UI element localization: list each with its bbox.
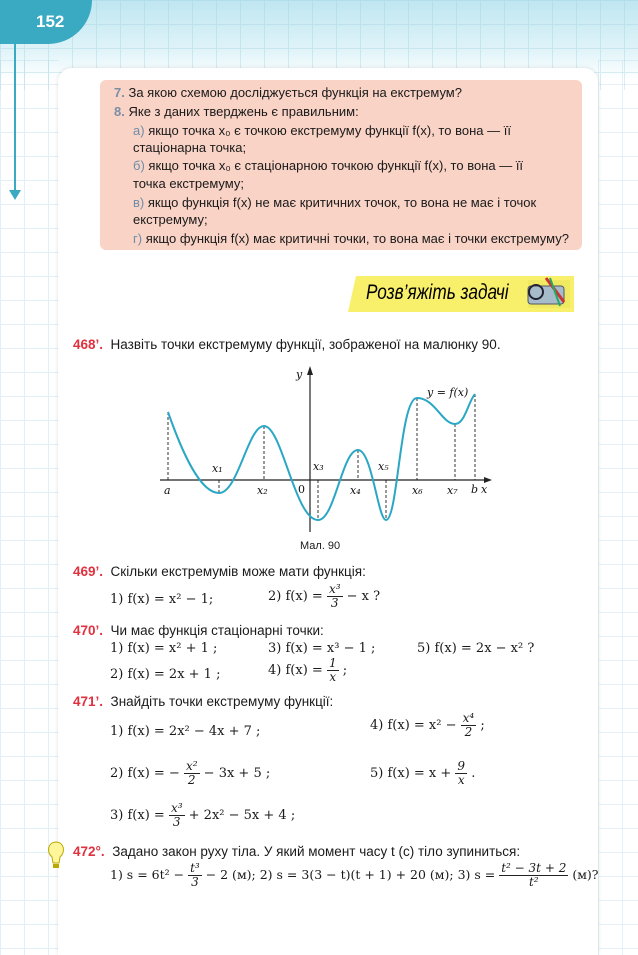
- question-7: 7. За якою схемою досліджується функція на екстремум?: [114, 85, 462, 100]
- task-472: 472°. Задано закон руху тіла. У який момент часу t (с) тіло зупиниться:: [73, 844, 521, 859]
- label-x2: x₂: [257, 484, 268, 497]
- f471-item-2: 2) f(x) = − $\frac{\text{x²}}{2}$ − 3x + 5 ;: [110, 759, 271, 787]
- label-x5: x₅: [378, 460, 389, 473]
- question-8: 8. Яке з даних тверджень є правильним:: [114, 104, 359, 119]
- y-axis-arrow: [307, 366, 313, 375]
- f471-item-5: 5) f(x) = x + $\frac{9}{x}$ .: [370, 759, 476, 787]
- f470-item-2: 2) f(x) = 2x + 1 ;: [110, 667, 221, 682]
- label-x-axis: x: [481, 483, 488, 496]
- f471-item-3: 3) f(x) = $\frac{\text{x³}}{3}$ + 2x² − 5x + 4 ;: [110, 801, 296, 829]
- f471-item-4: 4) f(x) = x² − $\frac{\text{x⁴}}{2}$ ;: [370, 711, 485, 739]
- right-grid-decoration: [598, 60, 638, 955]
- f470-item-5: 5) f(x) = 2x − x² ?: [417, 641, 535, 656]
- margin-line: [14, 44, 16, 194]
- function-graph: [150, 362, 500, 537]
- task-470: 470’. Чи має функція стаціонарні точки:: [73, 623, 324, 638]
- label-x3: x₃: [313, 460, 324, 473]
- label-function: y = f(x): [427, 386, 469, 399]
- f470-item-1: 1) f(x) = x² + 1 ;: [110, 641, 218, 656]
- lamp-icon: [44, 838, 68, 872]
- tools-icon: [520, 272, 572, 312]
- label-x1: x₁: [212, 462, 223, 475]
- function-curve: [168, 394, 475, 520]
- option-d: г) якщо функція f(x) має критичні точки, то вона має і точки екстремуму?: [133, 231, 569, 246]
- page-number: 152: [36, 12, 65, 31]
- task-471: 471’. Знайдіть точки екстремуму функції:: [73, 694, 334, 709]
- f470-item-4: 4) f(x) = $\frac{1}{x}$ ;: [268, 656, 348, 684]
- task-469: 469’. Скільки екстремумів може мати функція:: [73, 564, 366, 579]
- task-468: 468’. Назвіть точки екстремуму функції, зображеної на малюнку 90.: [73, 337, 501, 352]
- f469-item-1: 1) f(x) = x² − 1;: [110, 592, 214, 607]
- figure-caption: Мал. 90: [300, 540, 341, 552]
- arrow-down-icon: [9, 190, 21, 200]
- label-y-axis: y: [296, 368, 303, 381]
- section-title: Розв’яжіть задачі: [366, 281, 509, 304]
- label-x4: x₄: [350, 484, 361, 497]
- f470-item-3: 3) f(x) = x³ − 1 ;: [268, 641, 376, 656]
- option-b-cont: точка екстремуму;: [133, 176, 244, 191]
- label-x7: x₇: [447, 484, 458, 497]
- option-b: б) якщо точка x₀ є стаціонарною точкою функції f(x), то вона — її: [133, 158, 524, 173]
- f472-items: 1) s = 6t² − $\frac{\text{t³}}{3}$ − 2 (м); 2) s = 3(3 − t)(t + 1) + 20 (м); 3) s = $\frac{\text{t² − 3t + 2}}{\text{t²}}$ (м)?: [110, 861, 599, 889]
- option-c: в) якщо функція f(x) не має критичних точок, то вона не має і точок: [133, 195, 537, 210]
- label-b: b: [471, 483, 479, 496]
- label-a: a: [164, 484, 171, 497]
- option-a-cont: стаціонарна точка;: [133, 140, 247, 155]
- label-x6: x₆: [412, 484, 423, 497]
- option-c-cont: екстремуму;: [133, 212, 208, 227]
- f471-item-1: 1) f(x) = 2x² − 4x + 7 ;: [110, 724, 261, 739]
- option-a: а) якщо точка x₀ є точкою екстремуму функції f(x), то вона — її: [133, 123, 511, 138]
- label-origin: 0: [298, 483, 305, 496]
- f469-item-2: 2) f(x) = $\frac{\text{x³}}{3}$ − x ?: [268, 582, 381, 610]
